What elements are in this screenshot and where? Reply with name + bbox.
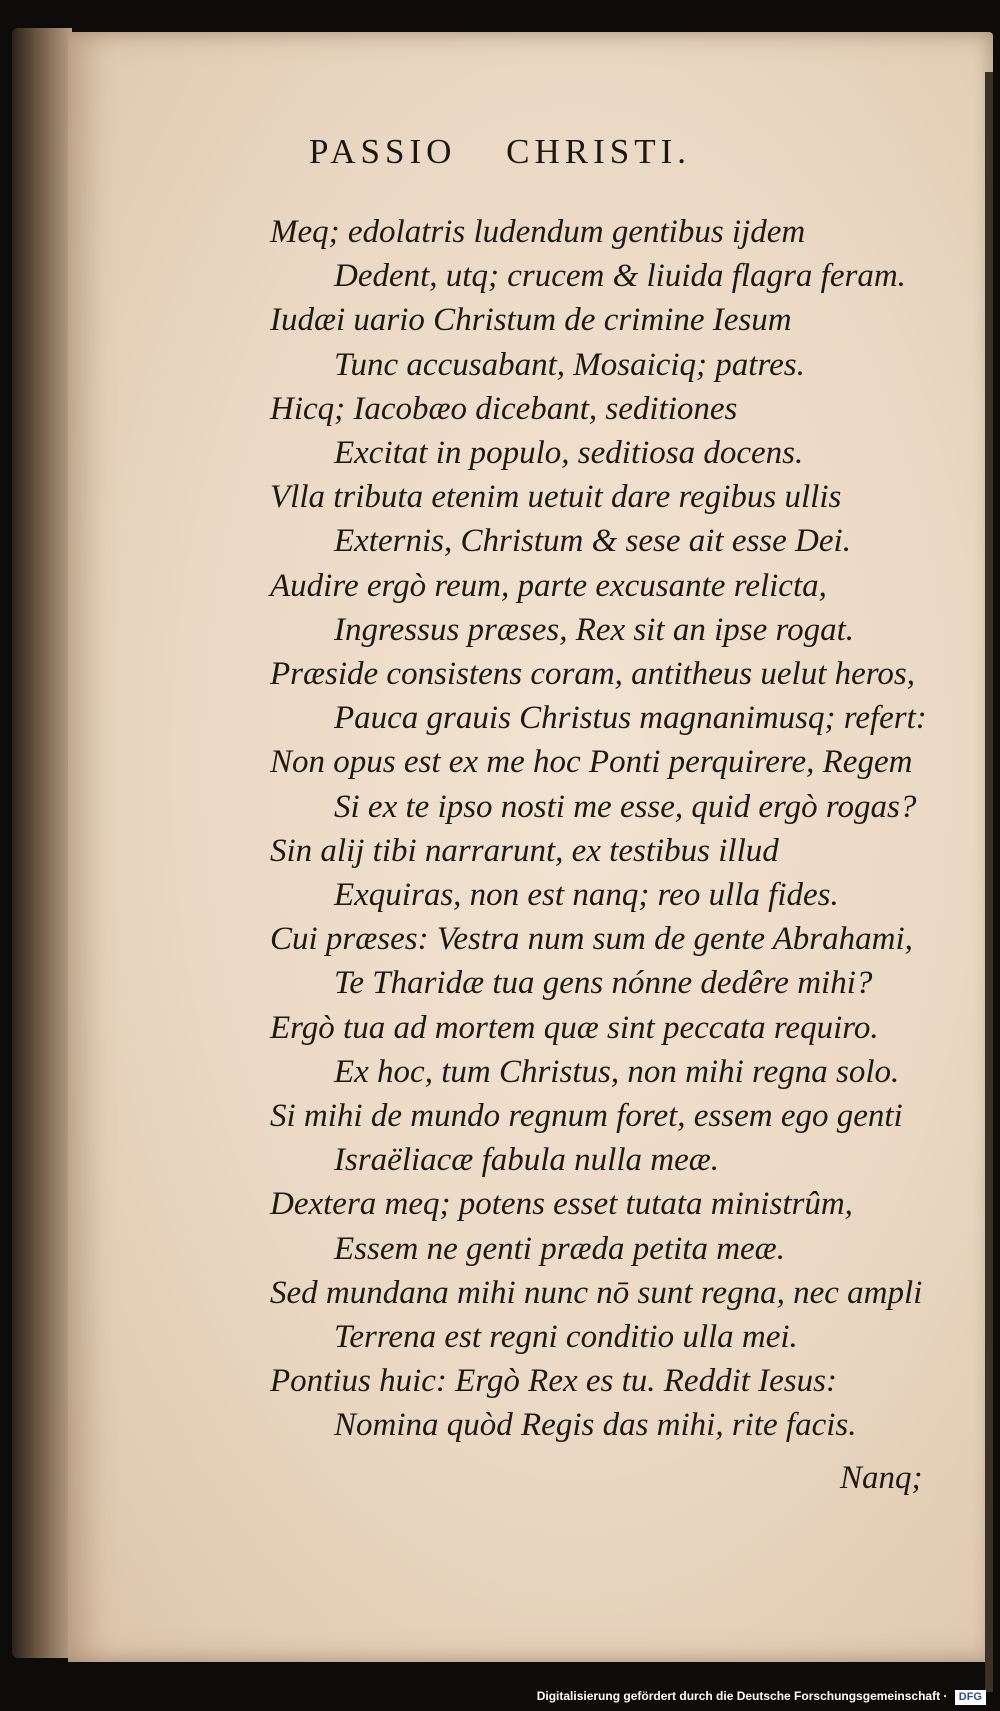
verse-line: Audire ergò reum, parte excusante relicta, (270, 567, 827, 604)
verse-line: Ergò tua ad mortem quæ sint peccata requiro. (270, 1009, 879, 1046)
digitization-credit (537, 1689, 986, 1705)
catchword: Nanq; (840, 1460, 923, 1496)
verse-line: Non opus est ex me hoc Ponti perquirere, Regem (270, 744, 913, 781)
verse-line: Meq; edolatris ludendum gentibus ijdem (270, 214, 806, 250)
verse-text (270, 210, 970, 1448)
dfg-logo: DFG (955, 1690, 986, 1705)
verse-line: Cui præses: Vestra num sum de gente Abrahami, (270, 921, 913, 958)
verse-line: Pauca grauis Christus magnanimusq; refert: (334, 700, 927, 737)
book-edge (12, 28, 72, 1658)
verse-line: Iudæi uario Christum de crimine Iesum (270, 302, 792, 339)
verse-line: Ex hoc, tum Christus, non mihi regna solo. (334, 1053, 900, 1090)
verse-line: Sin alij tibi narrarunt, ex testibus illud (270, 832, 779, 869)
verse-line: Te Tharidæ tua gens nónne dedêre mihi? (334, 965, 873, 1002)
verse-line: Terrena est regni conditio ulla mei. (334, 1319, 798, 1356)
verse-line: Præside consistens coram, antitheus uelut heros, (270, 656, 915, 693)
verse-line: Dextera meq; potens esset tutata ministrûm, (270, 1186, 853, 1223)
header-left: PASSIO (308, 132, 457, 171)
credit-text: Digitalisierung gefördert durch die Deutsche Forschungsgemeinschaft · (536, 1689, 948, 1703)
verse-line: Ingressus præses, Rex sit an ipse rogat. (334, 611, 855, 648)
verse-line: Nomina quòd Regis das mihi, rite facis. (334, 1407, 857, 1444)
verse-line: Pontius huic: Ergò Rex es tu. Reddit Iesus: (270, 1363, 837, 1400)
header-right: CHRISTI. (506, 132, 691, 171)
verse-line: Vlla tributa etenim uetuit dare regibus ullis (270, 479, 842, 516)
verse-line: Exquiras, non est nanq; reo ulla fides. (334, 877, 839, 914)
verse-line: Dedent, utq; crucem & liuida flagra feram. (334, 258, 906, 295)
verse-line: Tunc accusabant, Mosaiciq; patres. (334, 346, 805, 383)
verse-line: Israëliacæ fabula nulla meæ. (334, 1142, 719, 1179)
binding-shadow (985, 72, 993, 1692)
verse-line: Essem ne genti præda petita meæ. (334, 1230, 785, 1267)
verse-line: Hicq; Iacobæo dicebant, seditiones (270, 390, 738, 427)
verse-line: Si mihi de mundo regnum foret, essem ego genti (270, 1098, 903, 1135)
verse-line: Excitat in populo, seditiosa docens. (334, 435, 804, 472)
verse-line: Externis, Christum & sese ait esse Dei. (334, 523, 851, 560)
verse-line: Sed mundana mihi nunc nō sunt regna, nec ampli (270, 1274, 923, 1311)
running-header (0, 132, 1000, 172)
verse-line: Si ex te ipso nosti me esse, quid ergò rogas? (334, 788, 917, 825)
